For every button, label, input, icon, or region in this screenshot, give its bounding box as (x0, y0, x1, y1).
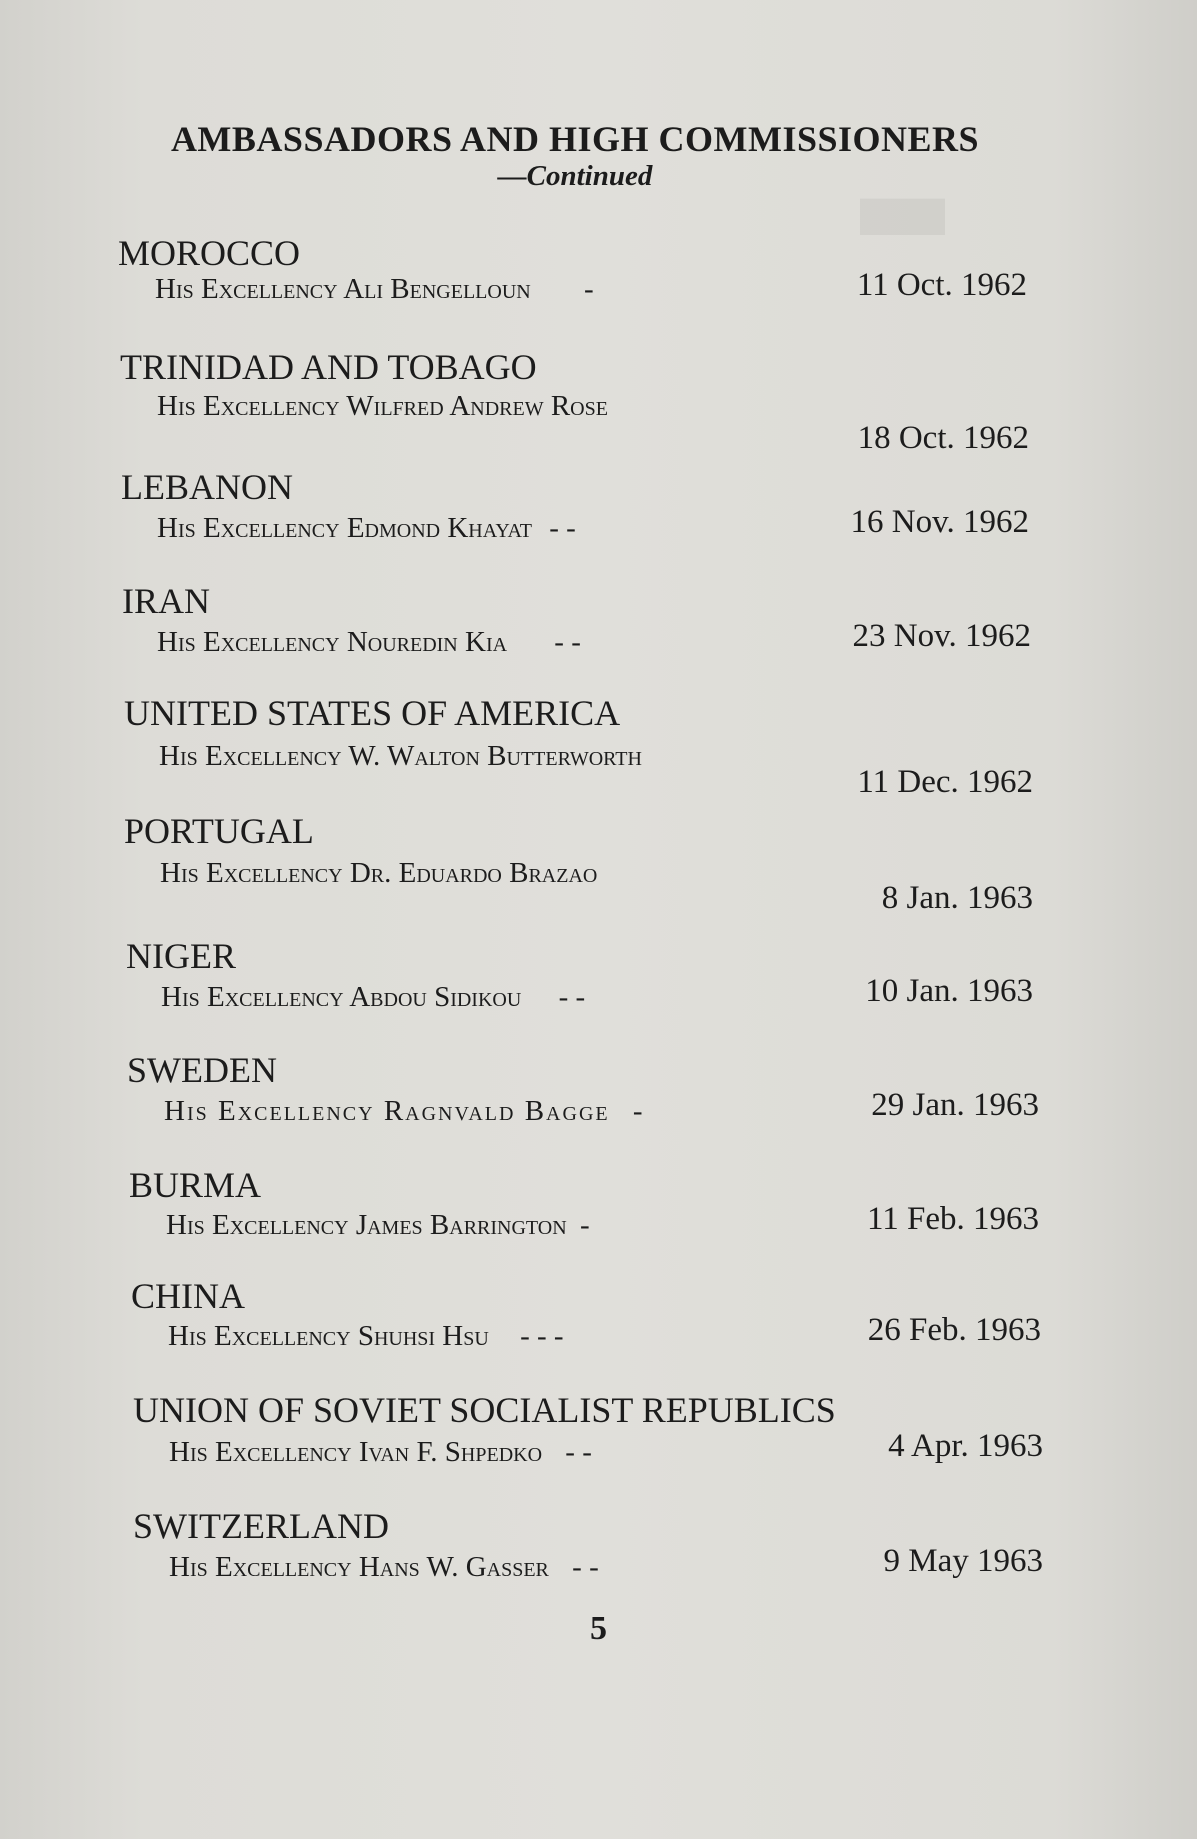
country-name: SWITZERLAND (133, 1506, 389, 1546)
country-name: UNION OF SOVIET SOCIALIST REPUBLICS (133, 1390, 836, 1430)
envoy-text: His Excellency James Barrington (166, 1209, 567, 1241)
country-name: SWEDEN (127, 1050, 277, 1090)
country-name: PORTUGAL (124, 811, 314, 851)
envoy-name (168, 1320, 564, 1353)
country-name: MOROCCO (118, 233, 301, 273)
dot-leader: - - (558, 981, 586, 1013)
accreditation-date: 23 Nov. 1962 (852, 618, 1031, 654)
accreditation-date: 9 May 1963 (883, 1543, 1043, 1579)
envoy-text: His Excellency Hans W. Gasser (169, 1551, 549, 1583)
envoy-name (157, 626, 581, 659)
envoy-text: His Excellency Nouredin Kia (157, 626, 508, 658)
country-name: TRINIDAD AND TOBAGO (120, 347, 537, 387)
page-heading: AMBASSADORS AND HIGH COMMISSIONERS (170, 119, 980, 159)
dot-leader: - - (572, 1551, 599, 1583)
accreditation-date: 8 Jan. 1963 (881, 880, 1033, 916)
accreditation-date: 11 Dec. 1962 (857, 764, 1033, 800)
envoy-text: His Excellency Edmond Khayat (157, 512, 533, 544)
page-subheading: —Continued (497, 160, 653, 192)
country-name: BURMA (129, 1165, 262, 1205)
show-through-texture: ████ (860, 200, 946, 233)
envoy-name (160, 857, 597, 890)
dot-leader: - (579, 1209, 590, 1241)
envoy-name (157, 390, 608, 423)
accreditation-date: 26 Feb. 1963 (867, 1312, 1041, 1348)
country-name: IRAN (122, 581, 210, 621)
dot-leader: - (583, 273, 594, 305)
accreditation-date: 11 Oct. 1962 (856, 267, 1027, 303)
envoy-text: His Excellency Shuhsi Hsu (168, 1320, 489, 1352)
envoy-name (169, 1436, 592, 1469)
envoy-name (166, 1209, 590, 1242)
dot-leader: - (632, 1095, 645, 1127)
dot-leader: - - (549, 512, 576, 544)
accreditation-date: 16 Nov. 1962 (850, 504, 1029, 540)
envoy-name (164, 1095, 645, 1128)
envoy-name (157, 512, 576, 545)
dot-leader: - - (554, 626, 581, 658)
accreditation-date: 11 Feb. 1963 (866, 1201, 1039, 1237)
accreditation-date: 29 Jan. 1963 (871, 1087, 1039, 1123)
envoy-text: His Excellency Ali Bengelloun (155, 273, 531, 305)
page-number: 5 (590, 1610, 607, 1647)
country-name: NIGER (126, 936, 236, 976)
envoy-name (155, 273, 594, 306)
envoy-text: His Excellency W. Walton Butterworth (159, 740, 642, 772)
country-name: UNITED STATES OF AMERICA (124, 693, 621, 733)
envoy-name (159, 740, 642, 773)
dot-leader: - - - (520, 1320, 564, 1352)
envoy-name (169, 1551, 599, 1584)
accreditation-date: 18 Oct. 1962 (857, 420, 1029, 456)
country-name: LEBANON (121, 467, 293, 507)
envoy-name (161, 981, 585, 1014)
accreditation-date: 4 Apr. 1963 (888, 1428, 1043, 1464)
envoy-text: His Excellency Ivan F. Shpedko (169, 1436, 543, 1468)
envoy-text: His Excellency Wilfred Andrew Rose (157, 390, 608, 422)
dot-leader: - - (565, 1436, 592, 1468)
envoy-text: His Excellency Dr. Eduardo Brazao (160, 857, 598, 889)
envoy-text: His Excellency Ragnvald Bagge (164, 1095, 610, 1127)
country-name: CHINA (131, 1276, 245, 1316)
accreditation-date: 10 Jan. 1963 (865, 973, 1033, 1009)
envoy-text: His Excellency Abdou Sidikou (161, 981, 522, 1013)
